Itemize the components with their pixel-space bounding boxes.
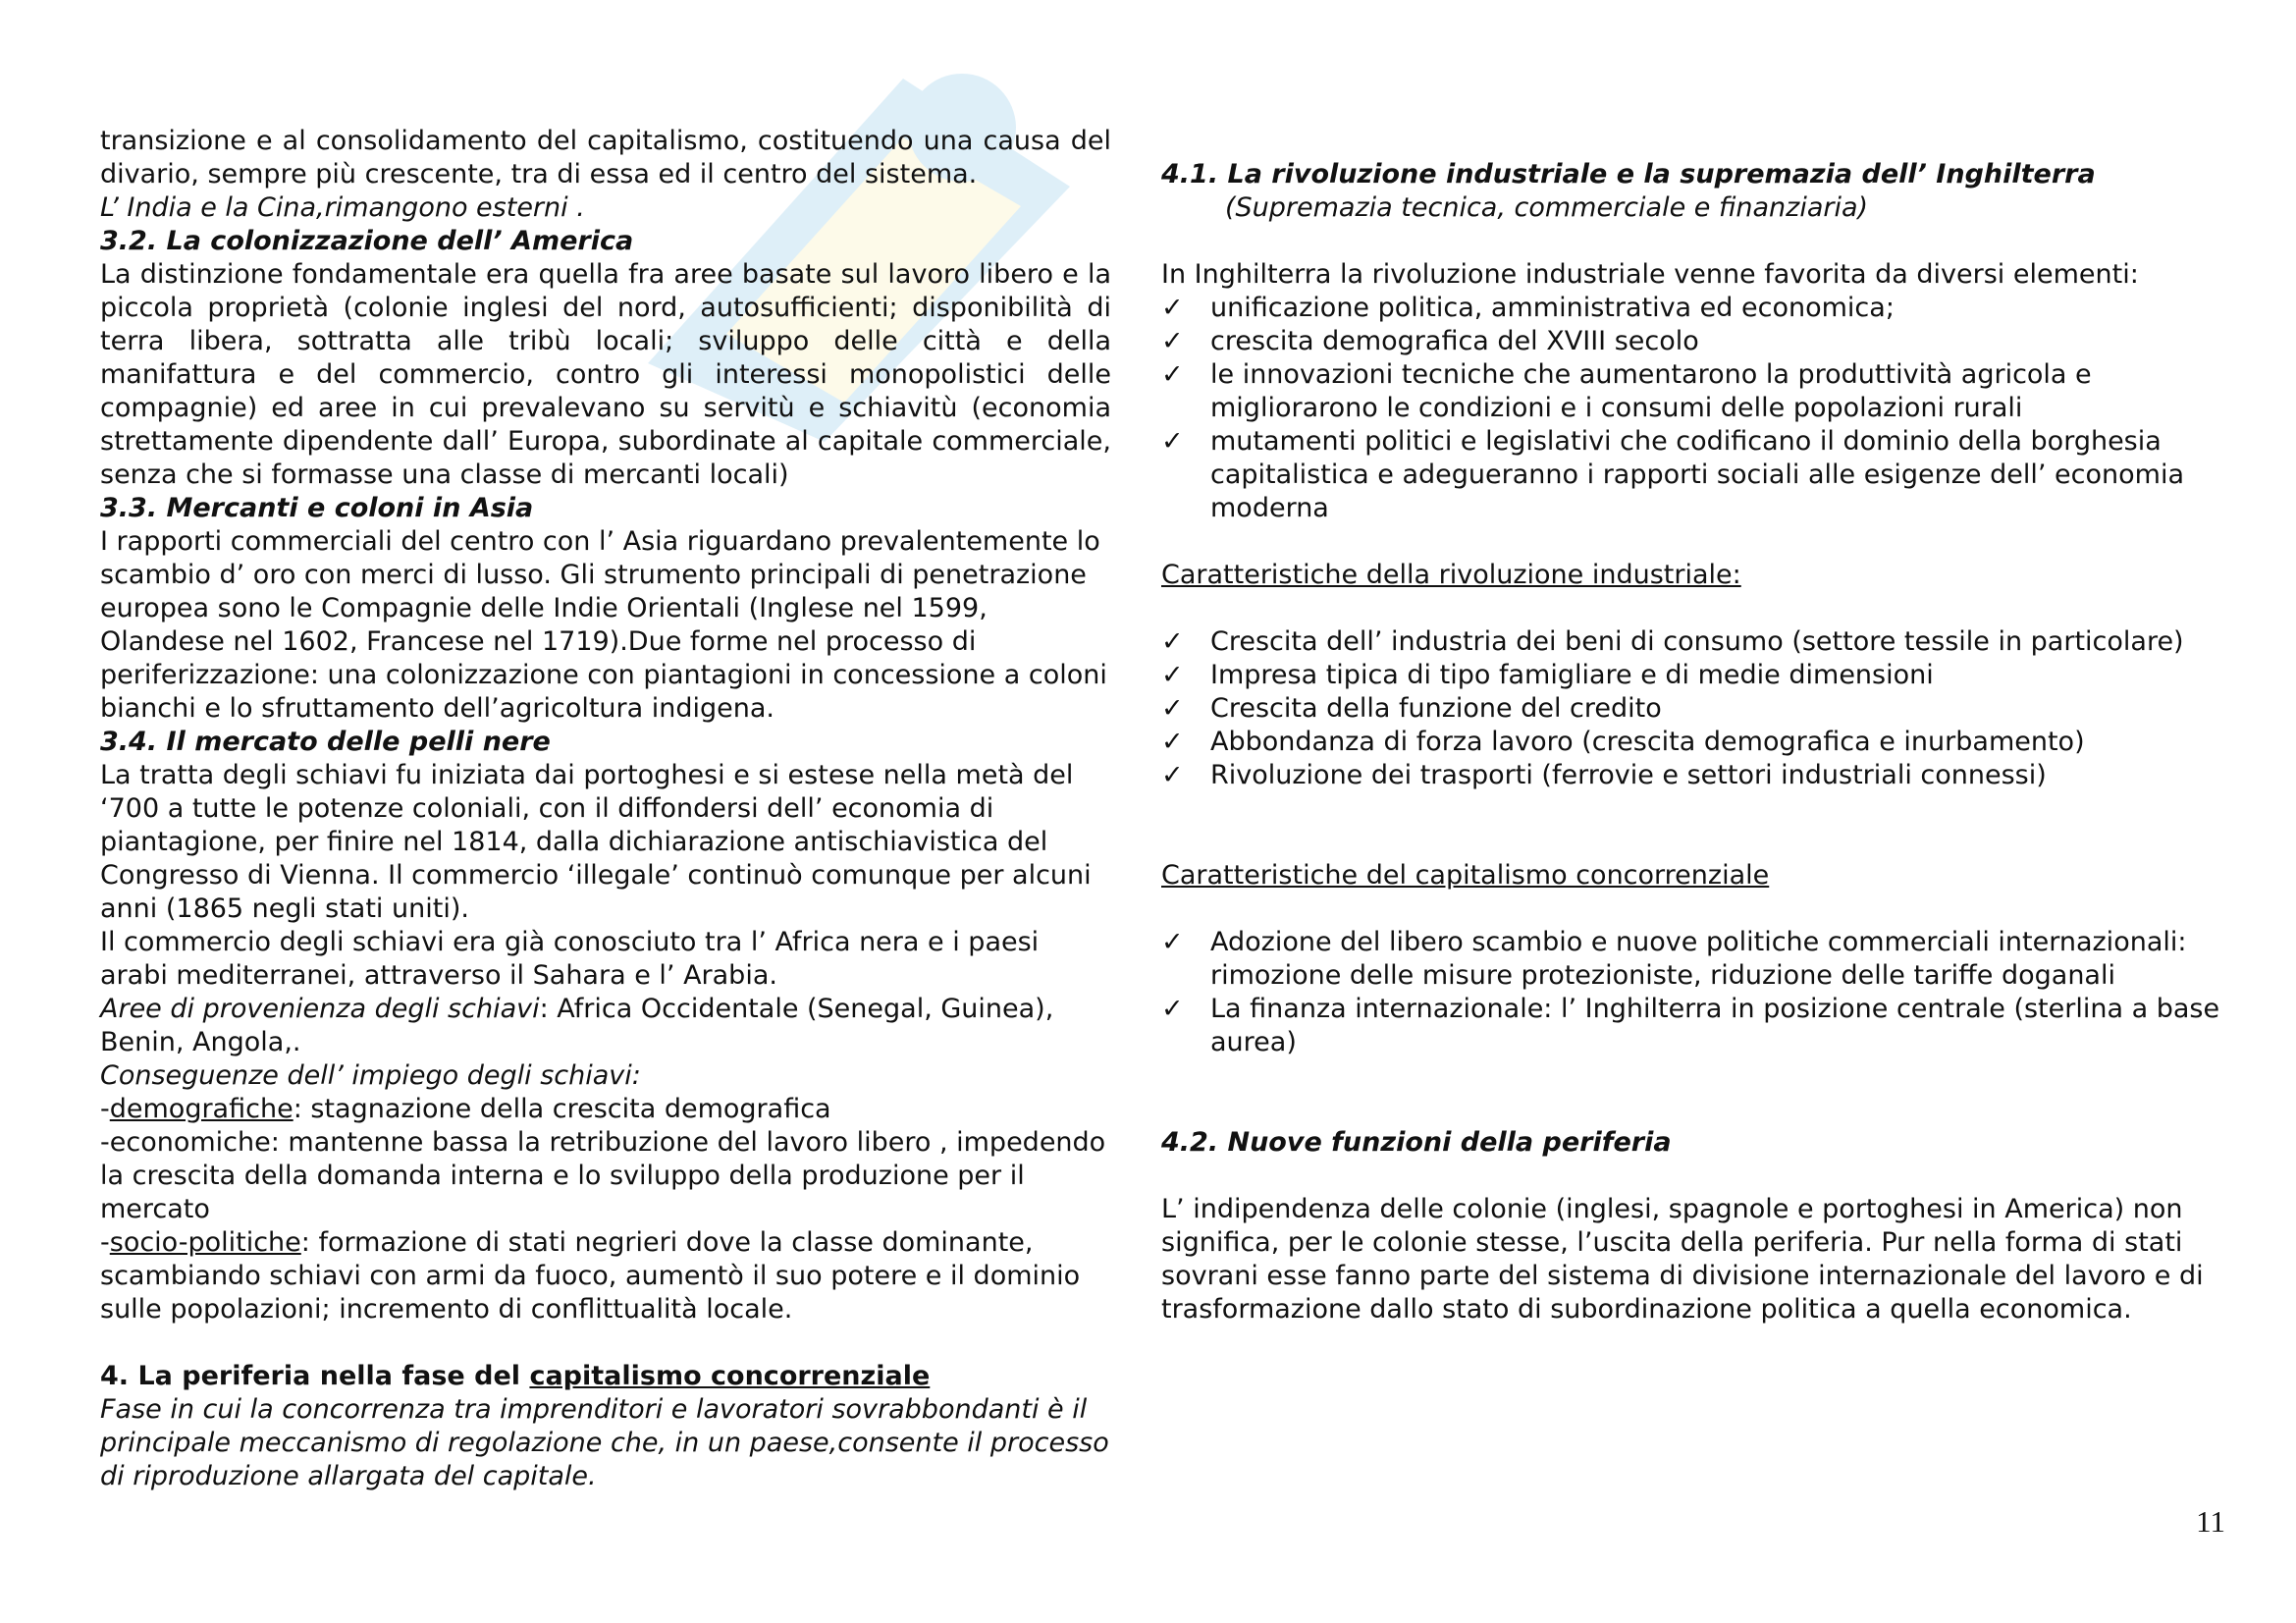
paragraph-4: Fase in cui la concorrenza tra imprenditori e lavoratori sovrabbondanti è il principale meccanismo di regolazione che, in un paese,consente il processo di riproduzione allargata del capitale. [100,1394,1109,1491]
list-item [1161,292,2231,325]
india-cina-line: L’ India e la Cina,rimangono esterni . [100,192,585,223]
left-column [100,125,1111,1493]
checkmark-icon: ✓ [1161,626,1184,657]
list-item-text: Crescita della funzione del credito [1210,693,1662,724]
heading-4-underlined: capitalismo concorrenziale [529,1361,931,1391]
checkmark-icon: ✓ [1161,927,1184,957]
checkmark-icon: ✓ [1161,326,1184,356]
paragraph-4-2: L’ indipendenza delle colonie (inglesi, spagnole e portoghesi in America) non significa, per le colonie stesse, l’uscita della periferia. Pur nella forma di stati sovrani esse fanno parte del sistema di divisione internazionale del lavoro e di trasformazione dallo stato di subordinazione politica a quella economica. [1161,1194,2204,1325]
list-item-text: Crescita dell’ industria dei beni di consumo (settore tessile in particolare) [1210,626,2184,657]
checkmark-icon: ✓ [1161,359,1184,390]
heading-3-4: 3.4. Il mercato delle pelli nere [100,727,551,757]
list-item [1161,726,2231,759]
heading-3-3: 3.3. Mercanti e coloni in Asia [100,493,534,523]
conseguenza-socio-politiche [100,1226,1111,1326]
list-item [1161,659,2231,692]
heading-caratteristiche-capitalismo: Caratteristiche del capitalismo concorrenziale [1161,860,1770,891]
list-item-text: mutamenti politici e legislativi che codificano il dominio della borghesia capitalistica e adegueranno i rapporti sociali alle esigenze dell’ economia moderna [1210,426,2184,523]
checkmark-icon: ✓ [1161,293,1184,323]
list-item [1161,425,2231,525]
conseguenze-label: Conseguenze dell’ impiego degli schiavi: [100,1060,641,1091]
list-caratteristiche-capitalismo [1161,926,2231,1059]
list-item [1161,692,2231,726]
subheading-4-1: (Supremazia tecnica, commerciale e finanziaria) [1225,192,1869,223]
aree-label: Aree di provenienza degli schiavi [100,994,540,1024]
intro-paragraph: transizione e al consolidamento del capitalismo, costituendo una causa del divario, sempre più crescente, tra di essa ed il centro del sistema. [100,126,1111,189]
heading-4-prefix: 4. La periferia nella fase del [100,1361,530,1391]
list-item-text: Rivoluzione dei trasporti (ferrovie e settori industriali connessi) [1210,760,2047,790]
conseguenza-economiche: -economiche: mantenne bassa la retribuzione del lavoro libero , impedendo la crescita della domanda interna e lo sviluppo della produzione per il mercato [100,1127,1106,1224]
checkmark-icon: ✓ [1161,727,1184,757]
list-item-text: Impresa tipica di tipo famigliare e di medie dimensioni [1210,660,1934,690]
dem-text: : stagnazione della crescita demografica [293,1094,831,1124]
page-number: 11 [2196,1504,2225,1539]
soc-text: : formazione di stati negrieri dove la classe dominante, scambiando schiavi con armi da fuoco, aumentò il suo potere e il dominio sulle popolazioni; incremento di conflittualità locale. [100,1227,1081,1325]
list-item-text: La finanza internazionale: l’ Inghilterra in posizione centrale (sterlina a base aurea) [1210,994,2220,1057]
paragraph-3-3: I rapporti commerciali del centro con l’ Asia riguardano prevalentemente lo scambio d’ oro con merci di lusso. Gli strumento principali di penetrazione europea sono le Compagnie delle Indie Orientali (Inglese nel 1599, Olandese nel 1602, Francese nel 1719).Due forme nel processo di periferizzazione: una colonizzazione con piantagioni in concessione a coloni bianchi e lo sfruttamento dell’agricoltura indigena. [100,526,1107,724]
right-column [1161,158,2231,1326]
list-item [1161,993,2231,1059]
intro-rivoluzione: In Inghilterra la rivoluzione industriale venne favorita da diversi elementi: [1161,259,2139,290]
dem-prefix: - [100,1094,110,1124]
list-item-text: Adozione del libero scambio e nuove politiche commerciali internazionali: rimozione delle misure protezioniste, riduzione delle tariffe doganali [1210,927,2187,991]
checkmark-icon: ✓ [1161,760,1184,790]
soc-label: socio-politiche [109,1227,301,1258]
heading-4-1: 4.1. La rivoluzione industriale e la supremazia dell’ Inghilterra [1161,159,2096,189]
dem-label: demografiche [109,1094,294,1124]
aree-provenienza [100,993,1111,1059]
heading-4 [100,1360,1111,1393]
list-item-text: le innovazioni tecniche che aumentarono la produttività agricola e migliorarono le condizioni e i consumi delle popolazioni rurali [1210,359,2092,423]
aree-text: : Africa Occidentale (Senegal, Guinea), Benin, Angola,. [100,994,1054,1057]
list-item-text: Abbondanza di forza lavoro (crescita demografica e inurbamento) [1210,727,2085,757]
heading-caratteristiche-rivoluzione: Caratteristiche della rivoluzione industriale: [1161,560,1741,590]
list-item [1161,926,2231,993]
list-caratteristiche-rivoluzione [1161,625,2231,792]
heading-4-2: 4.2. Nuove funzioni della periferia [1161,1127,1672,1158]
list-fattori [1161,292,2231,525]
paragraph-3-2: La distinzione fondamentale era quella fra aree basate sul lavoro libero e la piccola proprietà (colonie inglesi del nord, autosufficienti; disponibilità di terra libera, sottratta alle tribù locali; sviluppo delle città e della manifattura e del commercio, contro gli interessi monopolistici delle compagnie) ed aree in cui prevalevano su servitù e schiavitù (economia strettamente dipendente dall’ Europa, subordinate al capitale commerciale, senza che si formasse una classe di mercanti locali) [100,259,1111,490]
list-item [1161,325,2231,358]
paragraph-3-4-b: Il commercio degli schiavi era già conosciuto tra l’ Africa nera e i paesi arabi mediterranei, attraverso il Sahara e l’ Arabia. [100,927,1040,991]
list-item-text: unificazione politica, amministrativa ed economica; [1210,293,1895,323]
paragraph-3-4-a: La tratta degli schiavi fu iniziata dai portoghesi e si estese nella metà del ‘700 a tutte le potenze coloniali, con il diffondersi dell’ economia di piantagione, per finire nel 1814, dalla dichiarazione antischiavistica del Congresso di Vienna. Il commercio ‘illegale’ continuò comunque per alcuni anni (1865 negli stati uniti). [100,760,1092,924]
list-item-text: crescita demografica del XVIII secolo [1210,326,1699,356]
checkmark-icon: ✓ [1161,994,1184,1024]
checkmark-icon: ✓ [1161,693,1184,724]
checkmark-icon: ✓ [1161,426,1184,457]
list-item [1161,358,2231,425]
conseguenza-demografiche [100,1093,1111,1126]
heading-3-2: 3.2. La colonizzazione dell’ America [100,226,634,256]
list-item [1161,625,2231,659]
checkmark-icon: ✓ [1161,660,1184,690]
soc-prefix: - [100,1227,110,1258]
list-item [1161,759,2231,792]
